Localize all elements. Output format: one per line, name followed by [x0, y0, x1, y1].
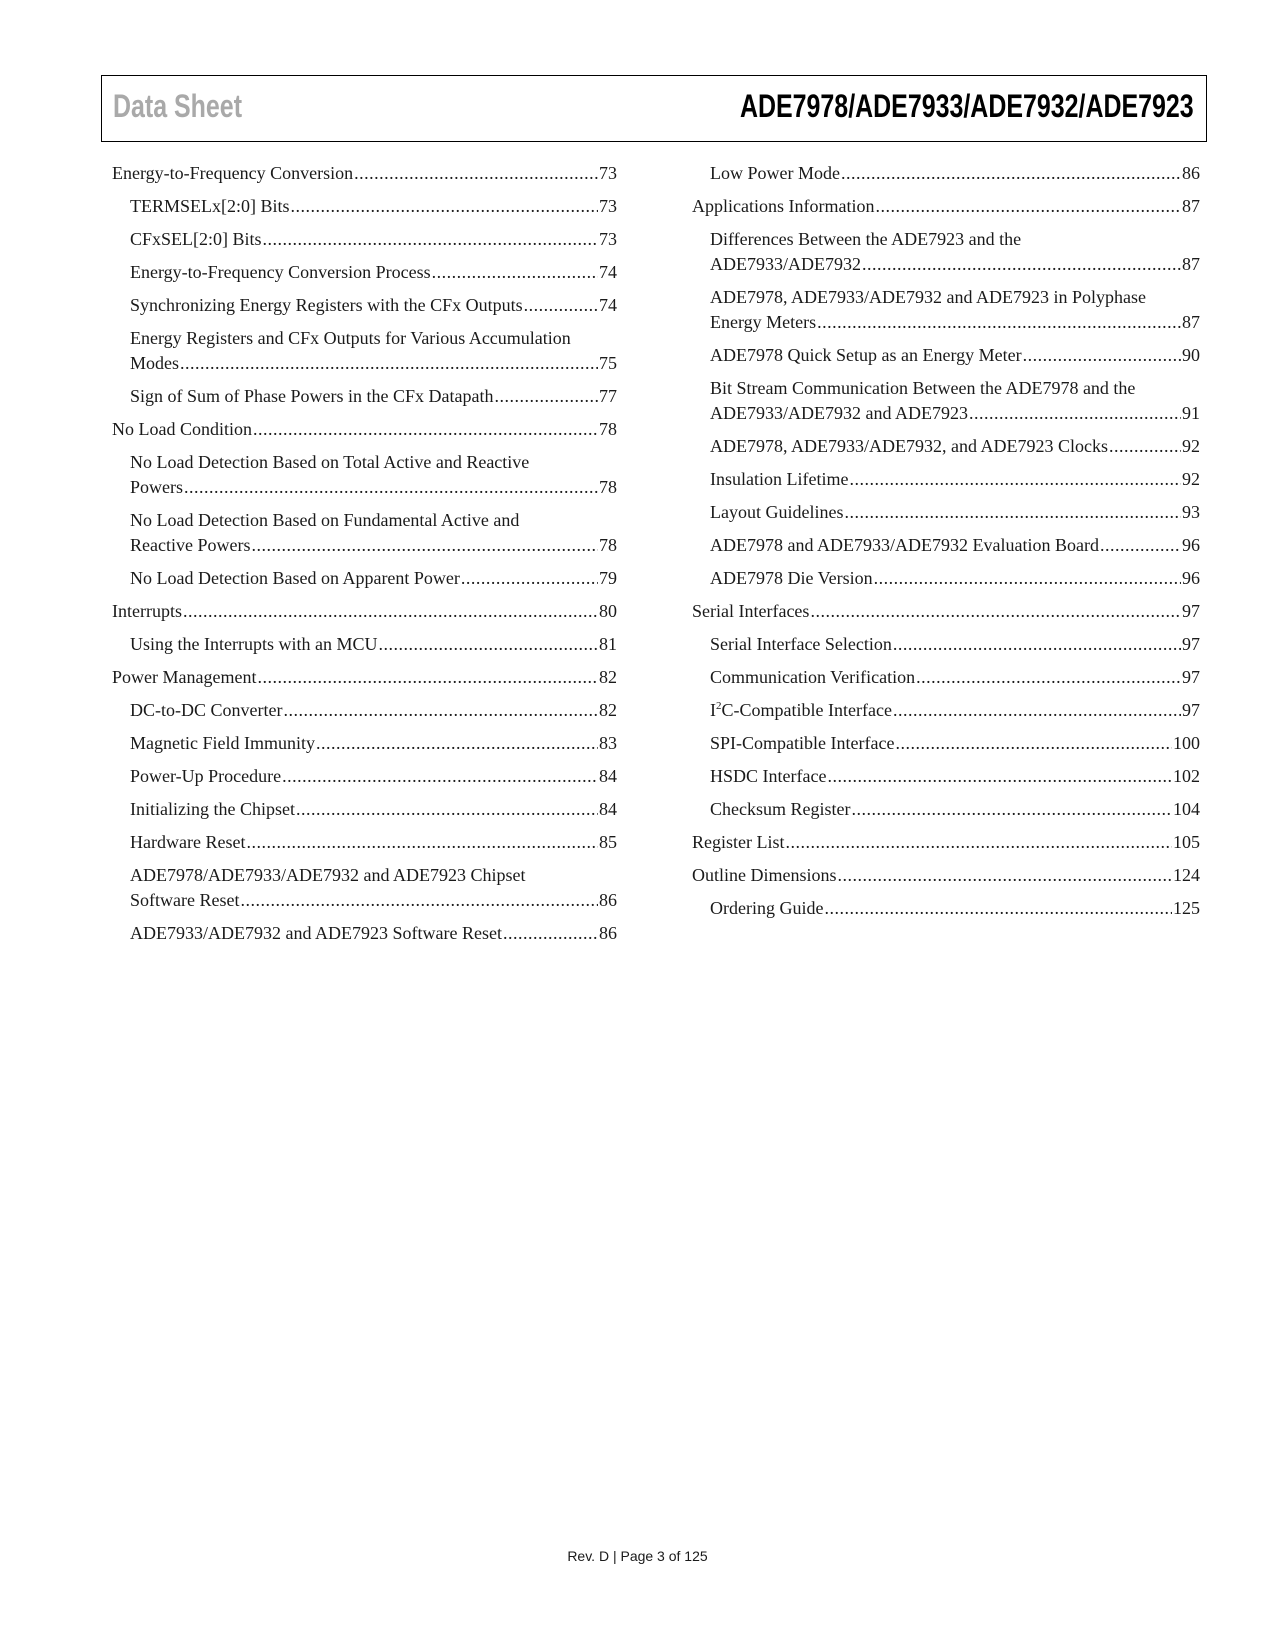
toc-entry[interactable]	[692, 376, 1200, 426]
toc-entry-title: Serial Interfaces	[692, 601, 810, 621]
toc-entry-title: Applications Information	[692, 196, 875, 216]
dot-leader	[263, 227, 598, 252]
dot-leader	[893, 698, 1181, 723]
toc-entry-page-number: 104	[1173, 799, 1200, 819]
toc-entry[interactable]	[692, 764, 1200, 789]
toc-entry-page-number: 77	[599, 386, 617, 406]
dot-leader	[844, 500, 1181, 525]
toc-entry[interactable]	[112, 731, 617, 756]
dot-leader	[1109, 434, 1181, 459]
dot-leader	[874, 566, 1181, 591]
toc-entry-page-number: 86	[1182, 163, 1200, 183]
toc-entry-title-first-line: ADE7978/ADE7933/ADE7932 and ADE7923 Chipset	[130, 865, 526, 885]
toc-entry-title: HSDC Interface	[710, 766, 827, 786]
dot-leader	[246, 830, 598, 855]
toc-entry-title: SPI-Compatible Interface	[710, 733, 895, 753]
toc-entry-page-number: 86	[599, 923, 617, 943]
toc-entry-page-number: 97	[1182, 634, 1200, 654]
dot-leader	[895, 731, 1172, 756]
toc-entry-title: Initializing the Chipset	[130, 799, 295, 819]
toc-entry[interactable]	[112, 326, 617, 376]
toc-entry-page-number: 74	[599, 262, 617, 282]
toc-entry-title: CFxSEL[2:0] Bits	[130, 229, 262, 249]
toc-entry[interactable]	[692, 698, 1200, 723]
toc-entry-page-number: 105	[1173, 832, 1200, 852]
toc-entry-title	[710, 698, 892, 723]
toc-entry-title: Software Reset	[130, 890, 240, 910]
dot-leader	[461, 566, 598, 591]
dot-leader	[253, 417, 598, 442]
toc-entry-page-number: 96	[1182, 568, 1200, 588]
dot-leader	[849, 467, 1181, 492]
dot-leader	[183, 599, 598, 624]
toc-entry-title-superscript: 2	[716, 700, 722, 712]
toc-entry-title: Sign of Sum of Phase Powers in the CFx Datapath	[130, 386, 494, 406]
toc-entry-page-number: 82	[599, 700, 617, 720]
toc-entry-page-number: 92	[1182, 436, 1200, 456]
toc-entry[interactable]	[112, 161, 617, 186]
toc-left-column	[112, 161, 617, 954]
toc-entry-title: Insulation Lifetime	[710, 469, 849, 489]
toc-entry-title: Magnetic Field Immunity	[130, 733, 315, 753]
dot-leader	[524, 293, 598, 318]
dot-leader	[862, 252, 1181, 277]
toc-entry-page-number: 73	[599, 229, 617, 249]
toc-entry-title: Energy-to-Frequency Conversion	[112, 163, 354, 183]
toc-entry-title: Serial Interface Selection	[710, 634, 892, 654]
toc-entry-page-number: 91	[1182, 403, 1200, 423]
toc-entry[interactable]	[112, 698, 617, 723]
dot-leader	[494, 384, 598, 409]
toc-entry-page-number: 82	[599, 667, 617, 687]
dot-leader	[282, 764, 598, 789]
toc-entry[interactable]	[692, 227, 1200, 277]
toc-entry[interactable]	[692, 731, 1200, 756]
toc-entry-title: ADE7978 Die Version	[710, 568, 873, 588]
toc-entry-title: DC-to-DC Converter	[130, 700, 283, 720]
toc-entry-page-number: 97	[1182, 700, 1200, 720]
toc-entry-page-number: 100	[1173, 733, 1200, 753]
header-left-title: Data Sheet	[113, 88, 243, 124]
toc-entry-page-number: 73	[599, 196, 617, 216]
toc-entry-page-number: 78	[599, 419, 617, 439]
toc-entry-page-number: 79	[599, 568, 617, 588]
dot-leader	[503, 921, 598, 946]
toc-entry-page-number: 78	[599, 535, 617, 555]
toc-entry[interactable]	[112, 764, 617, 789]
dot-leader	[893, 632, 1181, 657]
toc-entry[interactable]	[112, 665, 617, 690]
toc-right-column	[692, 161, 1200, 929]
toc-entry-page-number: 96	[1182, 535, 1200, 555]
dot-leader	[432, 260, 598, 285]
toc-entry-page-number: 90	[1182, 345, 1200, 365]
toc-entry-page-number: 74	[599, 295, 617, 315]
dot-leader	[875, 194, 1181, 219]
toc-entry-title: Energy Meters	[710, 312, 817, 332]
toc-entry-page-number: 92	[1182, 469, 1200, 489]
toc-entry-title: Low Power Mode	[710, 163, 840, 183]
toc-entry-title-first-line: No Load Detection Based on Fundamental Active and	[130, 510, 520, 530]
toc-entry-title-first-line: Differences Between the ADE7923 and the	[710, 229, 1022, 249]
dot-leader	[1100, 533, 1181, 558]
toc-entry-title: ADE7933/ADE7932 and ADE7923	[710, 403, 968, 423]
toc-entry[interactable]	[692, 599, 1200, 624]
toc-entry-title: Modes	[130, 353, 179, 373]
toc-entry-title-prefix: I	[710, 700, 716, 720]
toc-entry-page-number: 86	[599, 890, 617, 910]
toc-entry[interactable]	[692, 632, 1200, 657]
dot-leader	[827, 764, 1172, 789]
toc-entry[interactable]	[692, 434, 1200, 459]
toc-entry[interactable]	[692, 533, 1200, 558]
toc-entry[interactable]	[112, 260, 617, 285]
toc-entry[interactable]	[112, 863, 617, 913]
toc-entry[interactable]	[692, 797, 1200, 822]
dot-leader	[251, 533, 598, 558]
dot-leader	[257, 665, 598, 690]
toc-entry-page-number: 93	[1182, 502, 1200, 522]
toc-entry[interactable]	[692, 665, 1200, 690]
dot-leader	[817, 310, 1181, 335]
toc-entry-page-number: 87	[1182, 312, 1200, 332]
dot-leader	[296, 797, 598, 822]
toc-entry-title: No Load Condition	[112, 419, 252, 439]
dot-leader	[184, 475, 598, 500]
toc-entry-title: ADE7978 Quick Setup as an Energy Meter	[710, 345, 1022, 365]
toc-entry[interactable]	[112, 227, 617, 252]
toc-entry-page-number: 97	[1182, 667, 1200, 687]
dot-leader	[969, 401, 1181, 426]
toc-entry-page-number: 81	[599, 634, 617, 654]
toc-entry-page-number: 124	[1173, 865, 1200, 885]
toc-entry[interactable]	[112, 417, 617, 442]
toc-entry-title: Using the Interrupts with an MCU	[130, 634, 378, 654]
dot-leader	[378, 632, 598, 657]
dot-leader	[916, 665, 1181, 690]
toc-entry[interactable]	[112, 450, 617, 500]
toc-entry-page-number: 102	[1173, 766, 1200, 786]
toc-entry-title: Powers	[130, 477, 183, 497]
page-footer: Rev. D | Page 3 of 125	[567, 1548, 708, 1564]
toc-entry[interactable]	[112, 632, 617, 657]
dot-leader	[838, 863, 1173, 888]
toc-entry-title: ADE7978 and ADE7933/ADE7932 Evaluation Board	[710, 535, 1099, 555]
page-header	[101, 75, 1207, 142]
toc-entry-title: ADE7933/ADE7932	[710, 254, 861, 274]
toc-entry[interactable]	[112, 599, 617, 624]
toc-entry[interactable]	[692, 500, 1200, 525]
toc-entry-page-number: 83	[599, 733, 617, 753]
header-right-title: ADE7978/ADE7933/ADE7932/ADE7923	[740, 88, 1194, 124]
toc-entry-title-first-line: No Load Detection Based on Total Active and Reactive	[130, 452, 530, 472]
dot-leader	[291, 194, 598, 219]
dot-leader	[841, 161, 1181, 186]
toc-entry[interactable]	[692, 194, 1200, 219]
toc-entry[interactable]	[692, 467, 1200, 492]
toc-entry[interactable]	[692, 863, 1200, 888]
toc-entry-title: Register List	[692, 832, 785, 852]
toc-entry-page-number: 125	[1173, 898, 1200, 918]
toc-entry[interactable]	[692, 285, 1200, 335]
toc-entry[interactable]	[112, 508, 617, 558]
toc-entry-page-number: 85	[599, 832, 617, 852]
toc-entry-title: Energy-to-Frequency Conversion Process	[130, 262, 431, 282]
toc-entry-title: ADE7933/ADE7932 and ADE7923 Software Reset	[130, 923, 502, 943]
toc-entry-title: Communication Verification	[710, 667, 916, 687]
dot-leader	[824, 896, 1172, 921]
toc-entry-title: Checksum Register	[710, 799, 851, 819]
toc-entry-title: Reactive Powers	[130, 535, 251, 555]
dot-leader	[283, 698, 598, 723]
toc-entry-page-number: 80	[599, 601, 617, 621]
toc-entry-title-rest: C-Compatible Interface	[721, 700, 892, 720]
toc-entry[interactable]	[112, 293, 617, 318]
toc-entry-page-number: 73	[599, 163, 617, 183]
toc-entry[interactable]	[692, 830, 1200, 855]
toc-entry-title: Power Management	[112, 667, 257, 687]
dot-leader	[354, 161, 598, 186]
dot-leader	[786, 830, 1173, 855]
toc-entry-title: TERMSELx[2:0] Bits	[130, 196, 290, 216]
toc-entry-title: Layout Guidelines	[710, 502, 844, 522]
toc-entry-title: No Load Detection Based on Apparent Power	[130, 568, 460, 588]
toc-entry[interactable]	[692, 161, 1200, 186]
toc-entry-title: Interrupts	[112, 601, 182, 621]
toc-entry-page-number: 84	[599, 799, 617, 819]
toc-entry-page-number: 75	[599, 353, 617, 373]
toc-entry-page-number: 78	[599, 477, 617, 497]
toc-entry[interactable]	[112, 921, 617, 946]
toc-entry-title-first-line: Energy Registers and CFx Outputs for Various Accumulation	[130, 328, 571, 348]
toc-entry-title: Ordering Guide	[710, 898, 824, 918]
toc-entry[interactable]	[692, 896, 1200, 921]
dot-leader	[1023, 343, 1181, 368]
toc-entry-title-first-line: Bit Stream Communication Between the ADE7978 and the	[710, 378, 1136, 398]
toc-entry-page-number: 87	[1182, 254, 1200, 274]
toc-entry[interactable]	[112, 830, 617, 855]
toc-entry-page-number: 84	[599, 766, 617, 786]
dot-leader	[240, 888, 598, 913]
toc-entry[interactable]	[112, 566, 617, 591]
dot-leader	[810, 599, 1181, 624]
toc-entry-title: Power-Up Procedure	[130, 766, 282, 786]
toc-entry-title: Outline Dimensions	[692, 865, 837, 885]
toc-entry[interactable]	[112, 384, 617, 409]
toc-entry-page-number: 97	[1182, 601, 1200, 621]
dot-leader	[316, 731, 598, 756]
toc-entry-page-number: 87	[1182, 196, 1200, 216]
toc-entry-title: Hardware Reset	[130, 832, 246, 852]
toc-entry-title-first-line: ADE7978, ADE7933/ADE7932 and ADE7923 in Polyphase	[710, 287, 1146, 307]
toc-entry[interactable]	[692, 566, 1200, 591]
toc-entry-title: ADE7978, ADE7933/ADE7932, and ADE7923 Clocks	[710, 436, 1108, 456]
toc-entry-title: Synchronizing Energy Registers with the CFx Outputs	[130, 295, 523, 315]
toc-entry[interactable]	[692, 343, 1200, 368]
toc-entry[interactable]	[112, 797, 617, 822]
toc-entry[interactable]	[112, 194, 617, 219]
dot-leader	[851, 797, 1172, 822]
dot-leader	[180, 351, 598, 376]
